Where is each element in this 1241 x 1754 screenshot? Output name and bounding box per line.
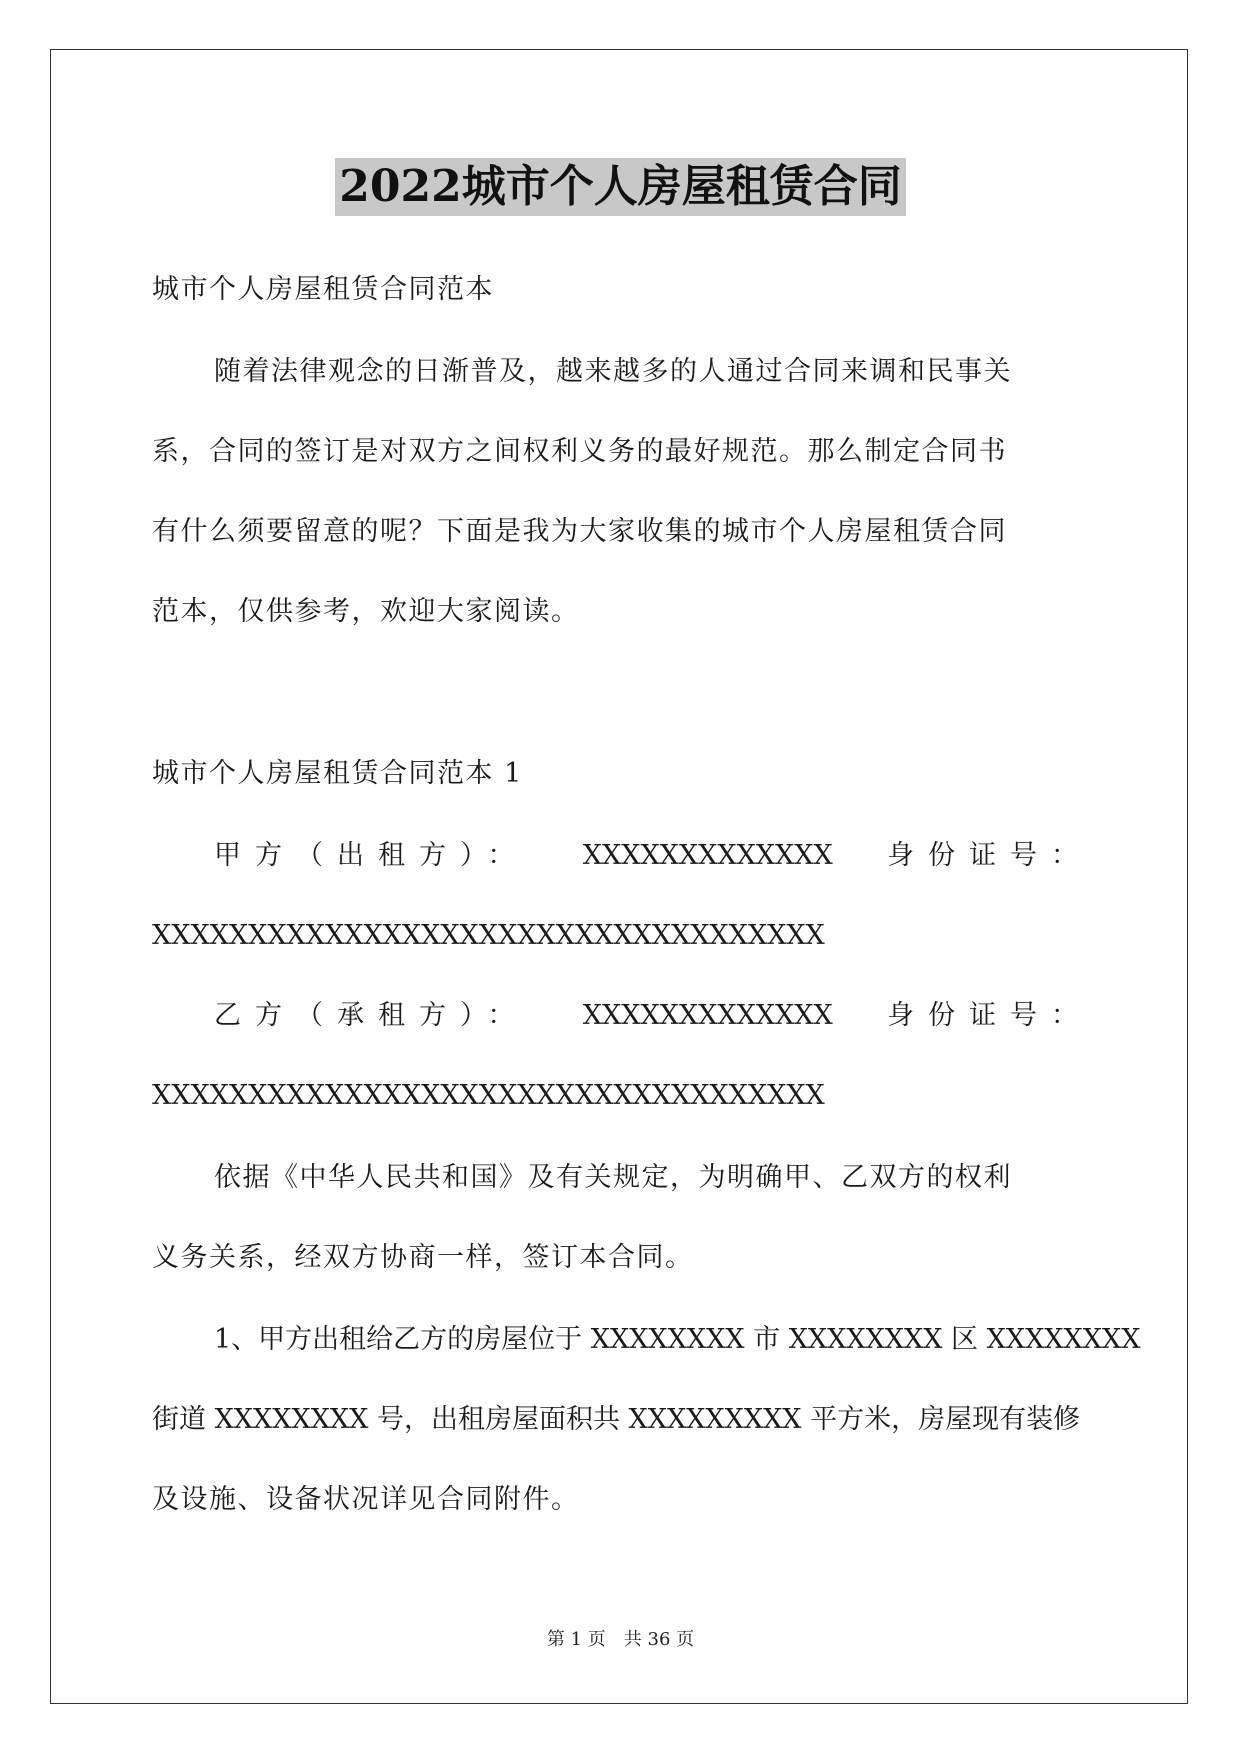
party-b-label: 乙方（承租方）： [214,1000,529,1031]
party-a-label: 甲方（出租方）： [214,840,529,871]
party-b-row [214,996,1092,1036]
intro-line-1: 随着法律观念的日渐普及，越来越多的人通过合同来调和民事关 [214,356,1012,387]
intro-line-2: 系，合同的签订是对双方之间权利义务的最好规范。那么制定合同书 [152,436,1007,467]
clause1-line-3: 及设施、设备状况详见合同附件。 [152,1484,580,1515]
clause1-line-2: 街道 XXXXXXXX 号，出租房屋面积共 XXXXXXXXX 平方米，房屋现有装修 [152,1404,1081,1435]
section-heading: 城市个人房屋租赁合同范本 1 [152,758,523,789]
party-a-name: XXXXXXXXXXXXX [582,840,833,871]
basis-line-1: 依据《中华人民共和国》及有关规定，为明确甲、乙双方的权利 [214,1162,1012,1193]
page-number-footer: 第 1 页 共 36 页 [546,1629,695,1650]
party-b-name: XXXXXXXXXXXXX [582,1000,833,1031]
party-b-id-value: XXXXXXXXXXXXXXXXXXXXXXXXXXXXXXXXXXX [152,1080,825,1111]
intro-line-3: 有什么须要留意的呢？下面是我为大家收集的城市个人房屋租赁合同 [152,516,1007,547]
party-a-id-value: XXXXXXXXXXXXXXXXXXXXXXXXXXXXXXXXXXX [152,920,825,951]
document-title: 2022城市个人房屋租赁合同 [335,158,905,216]
party-a-row [214,836,1092,876]
party-a-id-label: 身份证号： [886,840,1092,871]
document-heading: 城市个人房屋租赁合同范本 [152,274,494,305]
intro-line-4: 范本，仅供参考，欢迎大家阅读。 [152,596,580,627]
party-b-id-label: 身份证号： [886,1000,1092,1031]
title-container [0,158,1241,216]
basis-line-2: 义务关系，经双方协商一样，签订本合同。 [152,1242,694,1273]
clause1-line-1: 1、甲方出租给乙方的房屋位于 XXXXXXXX 市 XXXXXXXX 区 XXXXXXXX [214,1324,1141,1355]
